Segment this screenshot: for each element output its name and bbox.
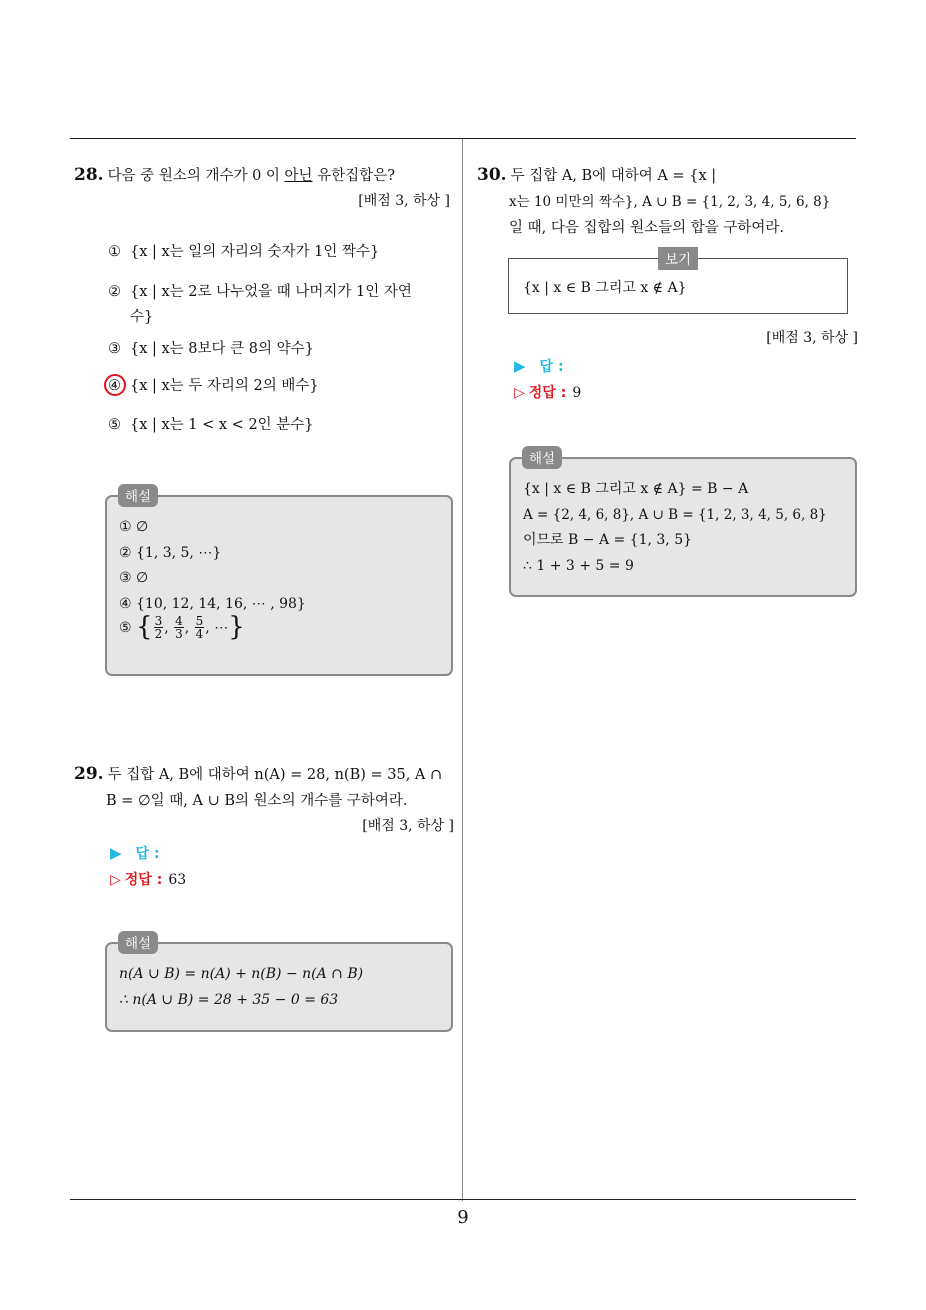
denominator: 2 <box>154 627 163 642</box>
q30-solution-tag: 해설 <box>522 446 562 469</box>
q29-correct-line <box>110 869 186 889</box>
q30-bogi-text: {x | x ∈ B 그리고 x ∉ A} <box>523 280 687 296</box>
solution-line: ∴ 1 + 3 + 5 = 9 <box>523 557 634 574</box>
answer-label: 답 : <box>135 846 160 862</box>
choice-text: {x | x는 일의 자리의 숫자가 1인 짝수} <box>130 244 380 260</box>
play-arrow-icon: ▶ <box>110 844 122 862</box>
solution-line: {x | x ∈ B 그리고 x ∉ A} = B − A <box>523 481 749 497</box>
choice-number: ② <box>108 284 121 300</box>
q30-line-1: 두 집합 A, B에 대하여 A = {x | <box>510 168 717 184</box>
choice-number: ① <box>108 244 121 260</box>
left-brace: { <box>136 612 153 642</box>
q28-choice-2-cont <box>108 305 153 329</box>
q28-solution-lines <box>119 515 306 641</box>
q30-number: 30. <box>477 165 507 185</box>
numerator: 3 <box>154 614 163 629</box>
q30-line-2: x는 10 미만의 짝수}, A ∪ B = {1, 2, 3, 4, 5, 6, 8} <box>509 194 831 210</box>
solution-line: 이므로 B − A = {1, 3, 5} <box>523 532 693 548</box>
solution-line: ∴ n(A ∪ B) = 28 + 35 − 0 = 63 <box>119 991 339 1008</box>
correct-label: 정답 : <box>124 872 163 888</box>
choice-number: ⑤ <box>108 417 121 433</box>
choice-text: {x | x는 2로 나누었을 때 나머지가 1인 자연 <box>130 284 412 300</box>
top-rule <box>70 138 856 139</box>
q28-solution-box <box>105 495 453 676</box>
play-arrow-icon: ▶ <box>514 357 526 375</box>
solution-line: ① ∅ <box>119 519 149 535</box>
numerator: 5 <box>195 614 204 629</box>
solution-line: ③ ∅ <box>119 570 149 586</box>
choice-text: {x | x는 1 < x < 2인 분수} <box>130 417 314 433</box>
solution-line: A = {2, 4, 6, 8}, A ∪ B = {1, 2, 3, 4, 5, 6, 8} <box>523 506 827 523</box>
right-brace: } <box>228 612 245 642</box>
choice-text: {x | x는 8보다 큰 8의 약수} <box>130 341 314 357</box>
correct-label: 정답 : <box>528 385 567 401</box>
q29-line-1: 두 집합 A, B에 대하여 n(A) = 28, n(B) = 35, A ∩ <box>107 767 443 783</box>
outline-arrow-icon: ▷ <box>514 385 525 401</box>
solution-line-fractions: ⑤ { $\frac{3}{2}$ , $\frac{4}{3}$ , $\frac{5}{4}$ , ⋯} <box>119 612 245 642</box>
answer-label: 답 : <box>539 359 564 375</box>
solution-line: n(A ∪ B) = n(A) + n(B) − n(A ∩ B) <box>119 966 364 982</box>
q28-score: [배점 3, 하상 ] <box>358 193 450 209</box>
outline-arrow-icon: ▷ <box>110 872 121 888</box>
q28-choice-5[interactable] <box>108 413 314 437</box>
q28-text-after: 유한집합은? <box>312 168 395 184</box>
choice-text: 수} <box>130 309 154 325</box>
q28-solution-tag: 해설 <box>118 484 158 507</box>
solution-line: ② {1, 3, 5, ⋯} <box>119 544 222 561</box>
numerator: 4 <box>175 614 183 629</box>
q30-solution-lines <box>523 477 827 579</box>
solution-line-prefix: ⑤ <box>119 619 132 636</box>
q30-stem <box>477 162 861 241</box>
q30-line-3: 일 때, 다음 집합의 원소들의 합을 구하여라. <box>509 220 784 236</box>
page-number: 9 <box>457 1207 469 1228</box>
correct-value: 9 <box>572 385 582 401</box>
q28-choice-2[interactable] <box>108 280 412 304</box>
q30-bogi-tag: 보기 <box>658 247 698 270</box>
q28-number: 28. <box>74 165 104 185</box>
correct-value: 63 <box>168 872 187 888</box>
q28-text-before: 다음 중 원소의 개수가 0 이 <box>107 168 285 184</box>
q28-stem <box>74 164 395 185</box>
q29-solution-lines <box>119 962 363 1013</box>
q29-score: [배점 3, 하상 ] <box>362 818 454 834</box>
solution-line: ④ {10, 12, 14, 16, ⋯ , 98} <box>119 595 306 612</box>
q29-stem <box>74 761 442 814</box>
column-divider <box>462 139 463 1201</box>
q29-number: 29. <box>74 764 104 784</box>
selected-answer-circle <box>104 374 126 396</box>
q29-solution-tag: 해설 <box>118 931 158 954</box>
q28-choice-1[interactable] <box>108 240 379 264</box>
fraction <box>174 615 184 640</box>
q30-score: [배점 3, 하상 ] <box>766 330 858 346</box>
denominator: 3 <box>175 627 183 642</box>
fraction <box>154 615 164 640</box>
q30-answer-line[interactable] <box>514 356 564 376</box>
q28-choice-3[interactable] <box>108 337 314 361</box>
bottom-rule <box>70 1199 856 1200</box>
denominator: 4 <box>195 627 204 642</box>
q29-solution-box <box>105 942 453 1032</box>
choice-number: ③ <box>108 341 121 357</box>
q29-answer-line[interactable] <box>110 843 160 863</box>
q30-solution-box <box>509 457 857 597</box>
choice-number: ④ <box>108 378 121 394</box>
ellipsis: ⋯ <box>214 619 229 636</box>
q28-text-underlined: 아닌 <box>284 168 313 184</box>
q28-choice-4[interactable] <box>108 374 319 398</box>
q30-correct-line <box>514 382 581 402</box>
fraction <box>195 615 205 640</box>
choice-text: {x | x는 두 자리의 2의 배수} <box>130 378 319 394</box>
q29-line-2: B = ∅일 때, A ∪ B의 원소의 개수를 구하여라. <box>106 793 408 809</box>
